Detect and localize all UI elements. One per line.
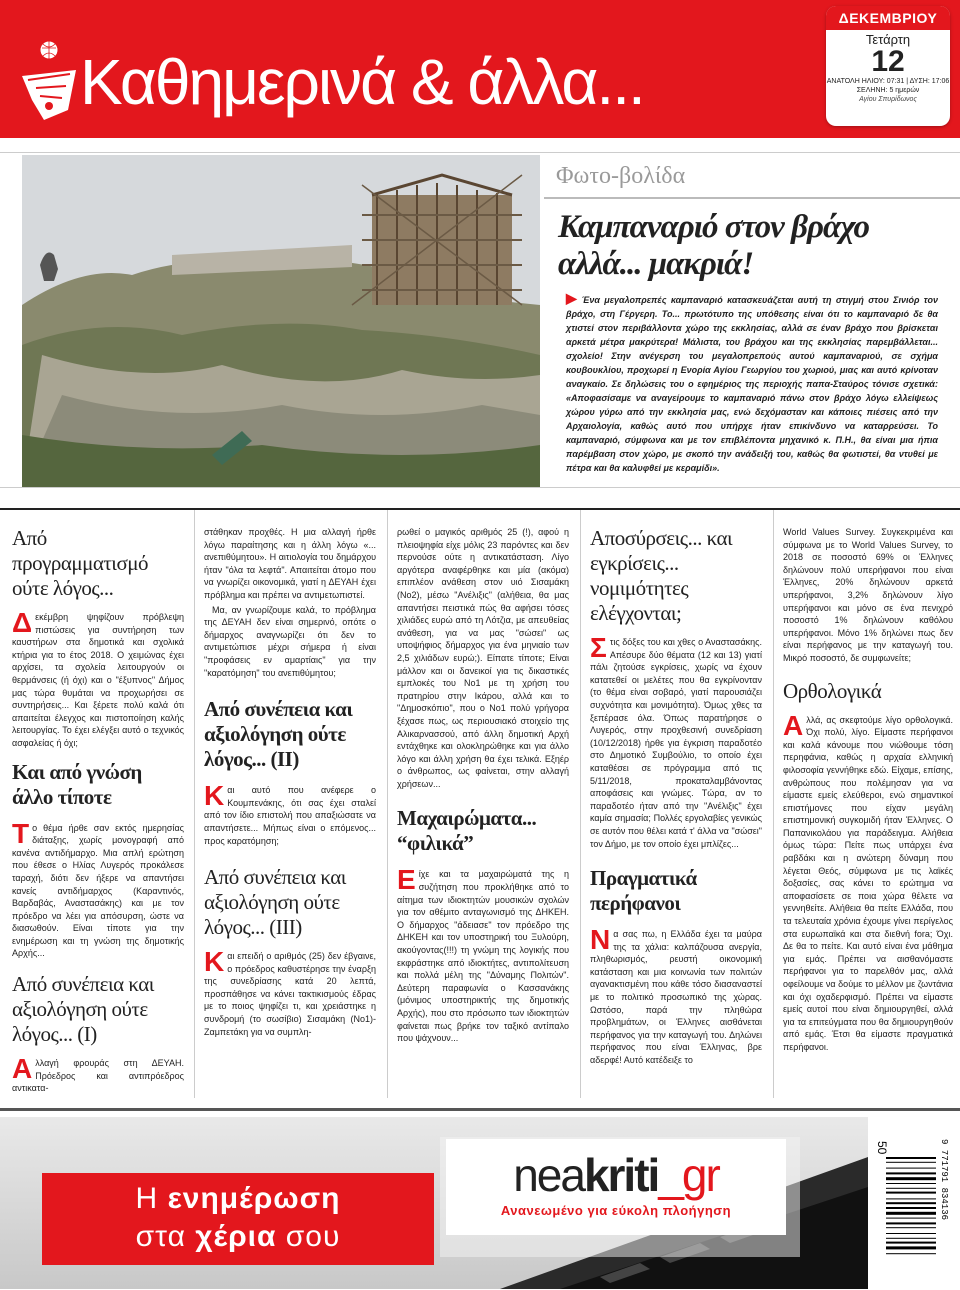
ad-slogan-line-1	[42, 1179, 434, 1219]
masthead-title: Καθημερινά & άλλα...	[80, 46, 644, 118]
advertisement	[0, 1108, 960, 1290]
ad-slogan-box	[42, 1173, 434, 1265]
ad-word: στα	[135, 1220, 186, 1253]
paragraph-text: αι αυτό που ανέφερε ο Κουμπενάκης, ότι σας έχει σταλεί από τον ίδιο επιστολή που απαξιώσατε να απαντήσετε... Μήπως είναι ο επόμενος... προς καρατόμηση;	[204, 785, 376, 846]
saint-of-day: Αγίου Σπυρίδωνος	[859, 96, 917, 103]
section-label: Φωτο-βολίδα	[556, 163, 686, 189]
paragraph-text: εκέμβρη ψηφίζουν πρόβλεψη πιστώσεις για συντήρηση των καυστήρων στα δημοτικά και σχολικά κτήρια για το έτος 2018. Ο χειμώνας έχει αρχίσει, τα σχολεία λειτουργούν οι θερμάνσεις (ή όχι) και ο "έξυπνος" Δήμος μας τώρα θυμάται να προχωρήσει σε συντηρήσεις... Και ξέρετε πολύ καλά ότι απαιτείται έλεγχος και πιστοποίηση καλής λειτουργίας. Το έχει ελέγξει αυτό ο τεχνικός ασφαλείας ή όχι;	[12, 612, 184, 748]
article-heading: Και από γνώση άλλο τίποτε	[12, 759, 142, 809]
article-paragraph: ρωθεί ο μαγικός αριθμός 25 (!), αφού η πλειοψηφία είχε μόλις 23 παρόντες και δεν περνούσε ούτε η αντικατάσταση. Λίγο αργότερα αναφέρθηκε και μία (ακόμα) επιπλέον ανάθεση στον υιό Σισαμάκη (Νο2), μέσω "Ανέλιξις" (αλήθεια, θα μας απαντήσει πειστικά πώς θα αφήσει τόσες χιλιάδες ευρώ από τη Λότζια, με απευθείας ανάθεση, για να μας "σώσει" ως υποψήφιος δήμαρχος για ένα μηνιαίο των 2,5 χιλιάδων ευρώ;). Είπατε τίποτε; Είναι μάλλον και οι δανεικοί για τις δικαστικές εμπλοκές του Νο1 με τη χρήση του πρατηρίου στην Ικάρου, αλλά και το "Δημοσκόπιο", που ο Νο1 πολύ γρήγορα ξέχασε πως, ως περιουσιακό στοιχείο της Αλικαρνασσού, από άλλη δημοτική Αρχή εντάχθηκε και ολοκληρώθηκε και για άλλο λόγο και άλλη χρήση θα έχει τελικά. Εξηέρ ο άνθρωπος, ως φαίνεται, στην αλλαγή χρήσεων...	[397, 527, 569, 789]
drop-cap: Α	[12, 1053, 33, 1085]
article-paragraph	[204, 780, 376, 847]
barcode	[872, 1133, 952, 1285]
article-heading: Από συνέπεια και αξιολόγηση ούτε λόγος... (ΙΙ)	[204, 697, 353, 772]
ad-word-bold: ενημέρωση	[167, 1182, 341, 1215]
feature-text: Ένα μεγαλοπρεπές καμπαναριό κατασκευάζεται αυτή τη στιγμή στου Σινιόρ τον βράχο, στη Γέργερη. Το... πρωτότυπο της υπόθεσης είναι ότι το καμπαναριό δε θα χτιστεί στον περιβάλλοντα χώρο της εκκλησίας, αλλά σε έναν βράχο που βρίσκεται αρκετά μέτρα μακρύτερα! Μάλιστα, του βράχου και της εκκλησίας παρεμβάλλεται... σχολείο! Στην ανέγερση του μεγαλοπρεπούς αυτού καμπαναριού, σε σχήμα κουβουκλίου, προχωρεί η Ενορία Αγίου Γεωργίου του χωριού, μιας και αυτό κρίνοταν αναγκαίο. Σε δηλώσεις του ο εφημέριος της περιοχής παπα-Σταύρος τόνισε σχετικά: «Αποφασίσαμε να αναγείρουμε το καμπαναριό πάνω στον βράχο λόγω ελλείψεως χώρου γύρω από την εκκλησία μας, ενώ δεχόμασταν και κάποιες πιέσεις από την Αρχαιολογία, καθώς αυτό που υπήρχε ήταν επικίνδυνο να καταρρεύσει. Το καμπαναριό, σύμφωνα και με τον επιβλέποντα μηχανικό κ. Π.Η., θα είναι μια ήπια παρέμβαση στον χώρο, με σκοπό την ανάδειξή του, καθώς θα φωτιστεί, θα ντυθεί με πέτρα και θα καλυφθεί με κεραμίδι».	[566, 295, 938, 473]
drop-cap: Σ	[590, 632, 607, 663]
column-divider	[194, 510, 195, 1098]
issue-number: 50	[875, 1141, 889, 1155]
double-arrow-icon: ▶	[566, 290, 579, 306]
section-divider	[544, 197, 960, 199]
article-paragraph: World Values Survey. Συγκεκριμένα και σύμφωνα με το World Values Survey, το 2018 σε ποσοστό 69% οι Έλληνες δηλώνουν πολύ υπερήφανοι που είναι Έλληνες, 20% δηλώνουν αρκετά υπερήφανοι, 3,2% δηλώνουν λίγο υπερήφανοι και μόνο σε ένα πενιχρό ποσοστό 1% δηλώνουν καθόλου υπερήφανοι. Μόνο 1% δηλώνει πως δεν είναι περήφανος με την καταγωγή του. Μικρό ποσοστό, δε συμφωνείτε;	[783, 527, 953, 663]
article-paragraph	[590, 924, 762, 1067]
article-paragraph	[397, 864, 569, 1044]
article-heading: Πραγματικά περήφανοι	[590, 866, 697, 916]
article-heading: Μαχαιρώματα... “φιλικά”	[397, 806, 537, 856]
article-paragraph: Μα, αν γνωρίζουμε καλά, το πρόβλημα της ΔΕΥΑΗ δεν είναι σημερινό, οπότε ο δήμαρχος αναγνωρίζει ότι δεν το αντιμετώπισε μέχρι σήμερα ή είναι "προφάσεις εν αμαρτίαις" για την "καρατόμηση" του ανεπιθύμητου;	[204, 604, 376, 678]
ad-tagline: Ανανεωμένο για εύκολη πλοήγηση	[500, 1203, 732, 1218]
feature-text-block	[566, 291, 938, 475]
paragraph-text: ο θέμα ήρθε σαν εκτός ημερησίας διάταξης, χωρίς μονογραφή από κανένα αντιδήμαρχο. Μια απλή ερώτηση που έθεσε ο Ηλίας Λυγερός προκάλεσε ταραχή, διότι δεν ήξερε να απαντήσει κανείς αντιδήμαρχος (Καραντινός, Βαρδαβάς, Αναστασάκης) και με τον πρόεδρο να λέει για απόσυρση, ώστε να διασωθούν. Είναι τίποτε για την ενημέρωση και τη γνώση της δημοτικής Αρχής...	[12, 822, 184, 959]
ad-slogan-line-2	[42, 1219, 434, 1255]
masthead	[0, 0, 960, 138]
date-box	[826, 6, 950, 126]
date-weekday: Τετάρτη	[865, 32, 911, 47]
article-paragraph	[204, 946, 376, 1038]
drop-cap: Ε	[397, 864, 416, 896]
paragraph-text: τις δόξες του και χθες ο Αναστασάκης. Απέσυρε δύο θέματα (12 και 13) γιατί πάλι ζητούσε εγκρίσεις, χωρίς να έχουν κατατεθεί οι μελέτες που θα εγκρίνονταν (το θέμα είναι σοβαρό, γιατί παρουσιάζει συχνότητα και μονιμότητα). Όμως χθες τα ξεπέρασε όλα. Όπως παρατήρησε ο Λυγερός, στην προχθεσινή συνεδρίαση (10/12/2018) ήρθε για έγκριση παραδοτέο στο Δημοτικό Συμβούλιο, το οποίο έχει καταθέσει σε πρόγραμμα από τις 5/11/2018, προκαταλαμβάνοντας αποφάσεις και γνώμες. Τώρα, αν το παραδοτέο ήταν από την "Ανέλιξις" έχει καμία σημασία; Πολλές εργολαβίες γενικώς σε αυτόν που θέλει κατά τ' άλλα να "σώσει" τον Δήμο, με τον οποίο έχει μπλίζες...	[590, 637, 762, 849]
column-3	[397, 526, 569, 1096]
column-4	[590, 526, 762, 1096]
ad-word: Η	[135, 1182, 159, 1215]
drop-cap: Κ	[204, 780, 225, 812]
newspaper-mascot-logo	[18, 40, 80, 122]
logo-part-red: _gr	[658, 1149, 719, 1201]
article-heading: Από προγραμματισμό ούτε λόγος...	[12, 526, 149, 600]
article-paragraph: στάθηκαν προχθές. Η μια αλλαγή ήρθε λόγω παραίτησης και η άλλη λόγω «... ανεπιθύμητου». Η αιτιολογία του δημάρχου ήταν "όλα τα λεφτά". Απαιτείται άτομο που να γνωρίζει οικονομικά, γιατί η ΔΕΥΑΗ έχει πρόβλημα και πρέπει να αντιμετωπιστεί.	[204, 527, 376, 600]
ad-logo-box	[446, 1139, 786, 1235]
photo-feature	[0, 152, 960, 488]
paragraph-text: αι επειδή ο αριθμός (25) δεν έβγαινε, ο πρόεδρος καθυστέρησε την έναρξη της συνεδρίασης κατά 20 λεπτά, προσπάθησε να κάνει τακτικισμούς έδρας με το ποιος ψηφίζει τι, και χρειάστηκε η συνδρομή (το σωσίβιο) Σισαμάκη (Νο1)-Ζαμπετάκη για να συμπλη-	[204, 951, 376, 1037]
columns-area	[0, 508, 960, 1096]
drop-cap: Ν	[590, 924, 611, 956]
article-paragraph	[590, 632, 762, 850]
paragraph-text: α σας πω, η Ελλάδα έχει τα μαύρα της τα χάλια: καλπάζουσα ανεργία, πληθωρισμός, ρευστή οικονομική κατάσταση και μια κοινωνία των πολιτών αγανακτισμένη που κάθε τόσο διασαναστεί με το πολιτικό προσωπικό της χώρας. Ωστόσο, παρά την πληθώρα προβλημάτων, οι Έλληνες αισθάνεται περήφανος για την καταγωγή του. Δηλώνει περήφανος που είναι Έλληνας, βρε αδερφέ! Αυτό κατέδειξε το	[590, 929, 762, 1066]
article-paragraph	[12, 817, 184, 961]
logo-part-bold: kriti	[583, 1149, 659, 1201]
date-month: ΔΕΚΕΜΒΡΙΟΥ	[826, 6, 950, 30]
article-paragraph	[12, 1053, 184, 1095]
paragraph-text: λλαγή φρουράς στη ΔΕΥΑΗ. Πρόεδρος και αντιπρόεδρος αντικατα-	[12, 1058, 184, 1094]
drop-cap: Τ	[12, 817, 30, 849]
article-paragraph	[12, 607, 184, 750]
article-heading: Αποσύρσεις... και εγκρίσεις... νομιμότητες ελέγχονται;	[590, 526, 733, 625]
moon-phase: ΣΕΛΗΝΗ: 5 ημερών	[856, 87, 920, 94]
barcode-digits: 9 771791 834136	[939, 1139, 949, 1221]
paragraph-text: ίχε και τα μαχαιρώματά της η συζήτηση που προκλήθηκε από το αίτημα των ιδιοκτητών μουσικών σχολών για τον αθέμιτο ανταγωνισμό της ΔΗΚΕΗ. Ο δήμαρχος "άδειασε" τον πρόεδρο της ΔΗΚΕΗ και τον υποστηρική του Ξυλούρη, ακούγοντας(!!!) τη γνώμη της λογικής που εκφράστηκε από ιδιοκτήτες, αντιπολίτευση και πολλά μέλη της "Δύναμης Πολιτών". Δεύτερη παραφωνία ο Κασσανάκης (μόνιμος υποστηρικτής της δημοτικής Αρχής), που στο πρόσωπο των ιδιοκτητών φαίνεται πως βρήκε τον ταξικό αντίπαλο που ψάχνουν...	[397, 869, 569, 1044]
column-divider	[387, 510, 388, 1098]
bell-tower-photo	[22, 155, 540, 487]
column-1	[12, 526, 184, 1096]
paragraph-text: λλά, ας σκεφτούμε λίγο ορθολογικά. Όχι πολύ, λίγο. Είμαστε περήφανοι και καλά κάνουμε που νιώθουμε τόση περηφάνια, καθώς η αρχαία ελληνική φιλοσοφία γεννήθηκε εδώ. Είχαμε, επίσης, ανθρώπους που πολέμησαν για να είμαστε εμείς ελεύθεροι, ενώ σημαντικοί επιστήμονες που είχαν μεγάλη επιστημονική συγκομιδή ήταν Έλληνες. Ο Παπανικολάου για παράδειγμα. Αλήθεια όμως τώρα: Πείτε πως υπάρχει ένα ραβδάκι και η ανώτερη δύναμη που λέγεται Θεός, σύμφωνα με τις λαϊκές δοξασίες, σας κάνει το ερώτημα να αποφασίσετε σε ποια χώρα θέλετε να γεννηθείτε. Αλήθεια θα πείτε Ελλάδα, που τα τελευταία χρόνια έχουμε γίνει περίγελος στα ευρωπαϊκά και στα διεθνή fora; Όχι. Δε θα το πείτε. Και αυτό είναι ένα μάθημα για εμάς. Πρέπει να αισθανόμαστε περήφανοι για το παρελθόν μας, αλλά οφείλουμε να δούμε το μέλλον με ζωντάνια και όχι οχαδερφισμό. Πρέπει να είμαστε εμείς αυτοί που είναι δημιουργηθεί, αλλά για τα επιτεύγματα που θα δημιουργηθούν από εμάς. Έτσι θα είμαστε πραγματικά περήφανοι.	[783, 714, 953, 1052]
article-heading: Από συνέπεια και αξιολόγηση ούτε λόγος... (Ι)	[12, 972, 154, 1047]
article-heading: Ορθολογικά	[783, 678, 882, 703]
logo-part: nea	[513, 1149, 584, 1201]
column-2	[204, 526, 376, 1096]
date-day-number: 12	[871, 45, 905, 78]
feature-headline: Καμπαναριό στον βράχο αλλά... μακριά!	[558, 209, 870, 282]
sunrise-sunset: ΑΝΑΤΟΛΗ ΗΛΙΟΥ: 07:31 | ΔΥΣΗ: 17:06	[826, 78, 950, 85]
drop-cap: Α	[783, 709, 804, 741]
drop-cap: Δ	[12, 607, 33, 638]
drop-cap: Κ	[204, 946, 225, 978]
ad-word-bold: χέρια	[195, 1220, 277, 1253]
neakriti-logo	[446, 1147, 786, 1203]
column-divider	[580, 510, 581, 1098]
column-5	[783, 526, 953, 1096]
article-heading: Από συνέπεια και αξιολόγηση ούτε λόγος... (ΙΙΙ)	[204, 865, 346, 940]
ad-word: σου	[285, 1220, 341, 1253]
article-paragraph	[783, 709, 953, 1054]
column-divider	[773, 510, 774, 1098]
